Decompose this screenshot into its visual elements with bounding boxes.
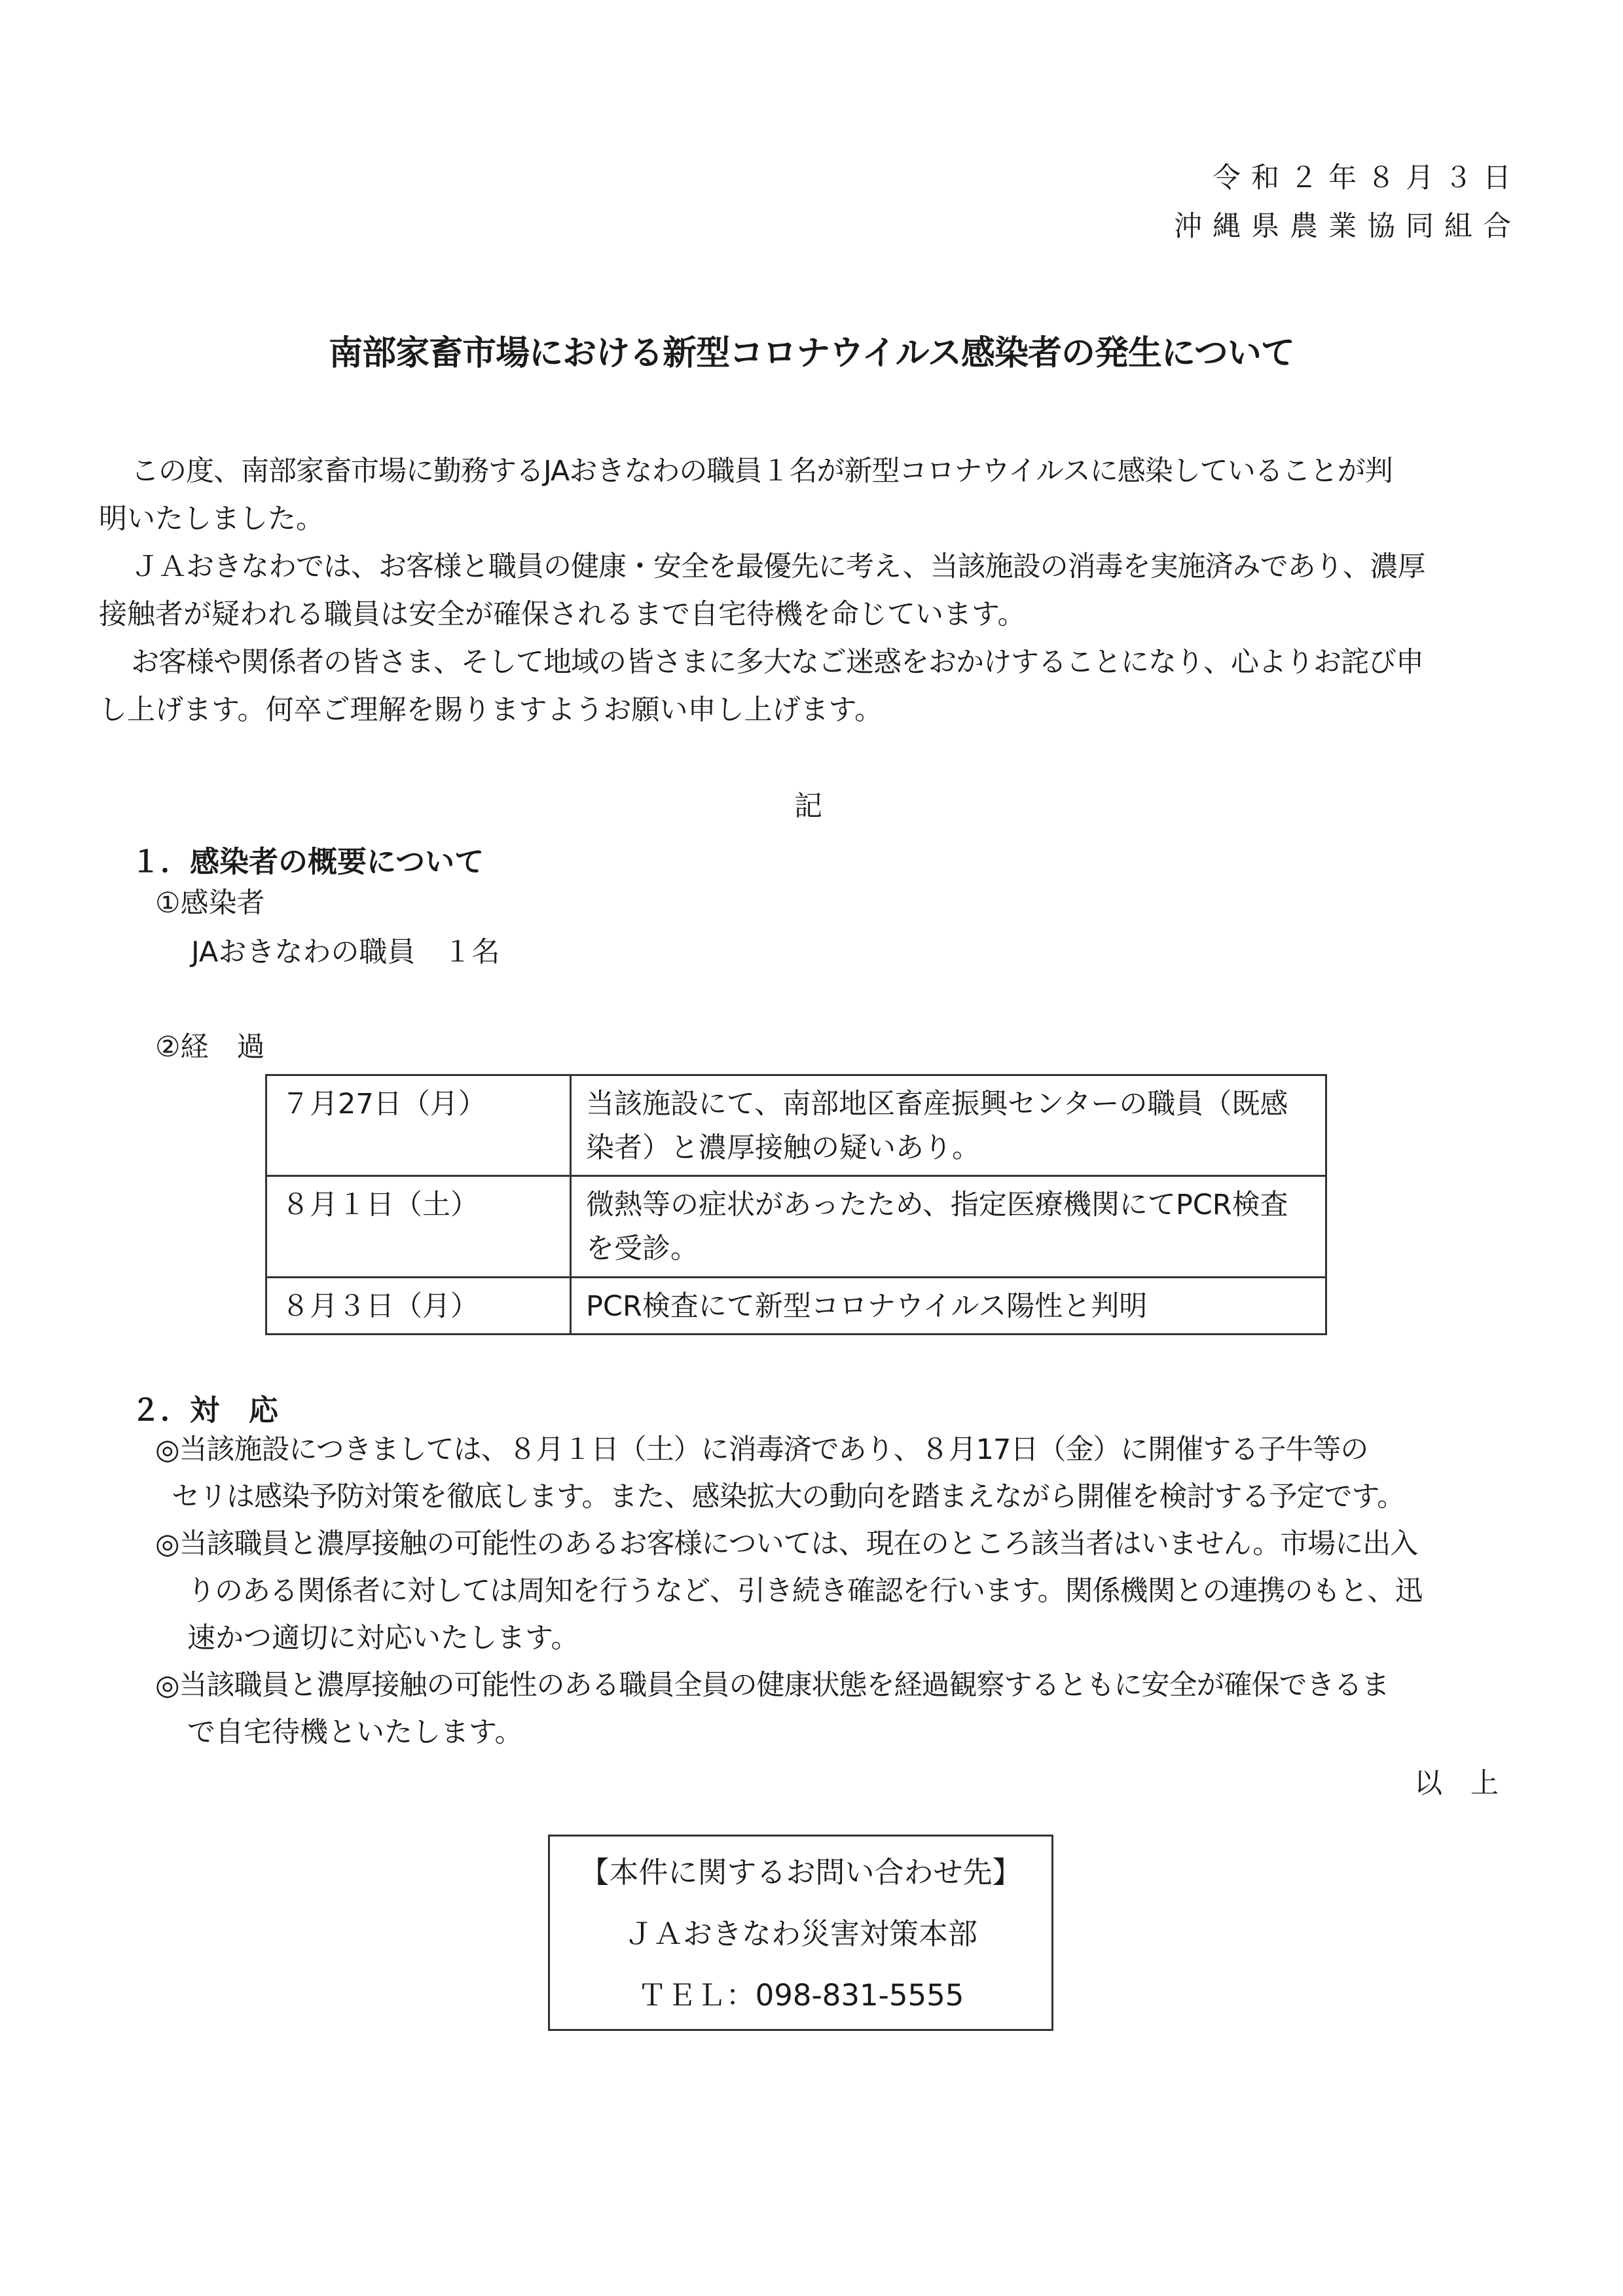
intro-paragraph-3-line-2: し上げます。何卒ご理解を賜りますようお願い申し上げます。: [99, 694, 883, 726]
infected-person-label: ①感染者: [155, 887, 265, 920]
timeline-event: 微熱等の症状があったため、指定医療機関にてPCR検査を受診。: [571, 1176, 1326, 1277]
response-bullet-2-line-2: りのある関係者に対しては周知を行うなど、引き続き確認を行います。関係機関との連携のもと、迅: [187, 1575, 1423, 1607]
timeline-event: PCR検査にて新型コロナウイルス陽性と判明: [571, 1277, 1326, 1335]
response-bullet-3-line-1: ◎当該職員と濃厚接触の可能性のある職員全員の健康状態を経過観察するともに安全が確保できるま: [155, 1669, 1389, 1702]
table-row: [266, 1176, 1326, 1277]
timeline-date: ８月１日（土）: [266, 1176, 571, 1277]
section-2-heading: ２．対 応: [131, 1393, 279, 1427]
contact-heading: 【本件に関するお問い合わせ先】: [579, 1855, 1022, 1890]
issuer-organization: 沖縄県農業協同組合: [1174, 210, 1522, 243]
timeline-label: ②経 過: [155, 1031, 265, 1064]
response-bullet-2-line-3: 速かつ適切に対応いたします。: [187, 1622, 579, 1655]
closing-mark: 以 上: [1414, 1767, 1499, 1800]
response-bullet-3-line-2: で自宅待機といたします。: [187, 1716, 523, 1749]
timeline-date: ７月27日（月）: [266, 1075, 571, 1176]
ki-marker: 記: [794, 790, 822, 823]
timeline-date: ８月３日（月）: [266, 1277, 571, 1335]
intro-paragraph-2-line-2: 接触者が疑われる職員は安全が確保されるまで自宅待機を命じています。: [99, 598, 1026, 631]
contact-organization: ＪＡおきなわ災害対策本部: [623, 1916, 977, 1951]
timeline-event: 当該施設にて、南部地区畜産振興センターの職員（既感染者）と濃厚接触の疑いあり。: [571, 1075, 1326, 1176]
response-bullet-2-line-1: ◎当該職員と濃厚接触の可能性のあるお客様については、現在のところ該当者はいません。市場に出入: [155, 1528, 1418, 1560]
contact-box: [548, 1835, 1053, 2031]
intro-paragraph-2-line-1: ＪＡおきなわでは、お客様と職員の健康・安全を最優先に考え、当該施設の消毒を実施済みであり、濃厚: [131, 550, 1425, 583]
infected-person-value: JAおきなわの職員 １名: [191, 936, 500, 969]
timeline-table: [265, 1074, 1327, 1335]
intro-paragraph-1-line-2: 明いたしました。: [99, 503, 324, 535]
intro-paragraph-3-line-1: お客様や関係者の皆さま、そして地域の皆さまに多大なご迷惑をおかけすることになり、心よりお詫び申: [131, 646, 1423, 679]
section-1-heading: １．感染者の概要について: [131, 844, 484, 879]
contact-phone: ＴＥＬ：098-831-5555: [637, 1978, 964, 2013]
table-row: [266, 1075, 1326, 1176]
response-bullet-1-line-1: ◎当該施設につきましては、８月１日（土）に消毒済であり、８月17日（金）に開催する子牛等の: [155, 1433, 1368, 1466]
intro-paragraph-1-line-1: この度、南部家畜市場に勤務するJAおきなわの職員１名が新型コロナウイルスに感染していることが判: [131, 455, 1393, 488]
response-bullet-1-line-2: セリは感染予防対策を徹底します。また、感染拡大の動向を踏まえながら開催を検討する予定です。: [172, 1480, 1405, 1513]
document-date: 令和２年８月３日: [1213, 162, 1522, 194]
document-title: 南部家畜市場における新型コロナウイルス感染者の発生について: [329, 334, 1294, 373]
table-row: [266, 1277, 1326, 1335]
